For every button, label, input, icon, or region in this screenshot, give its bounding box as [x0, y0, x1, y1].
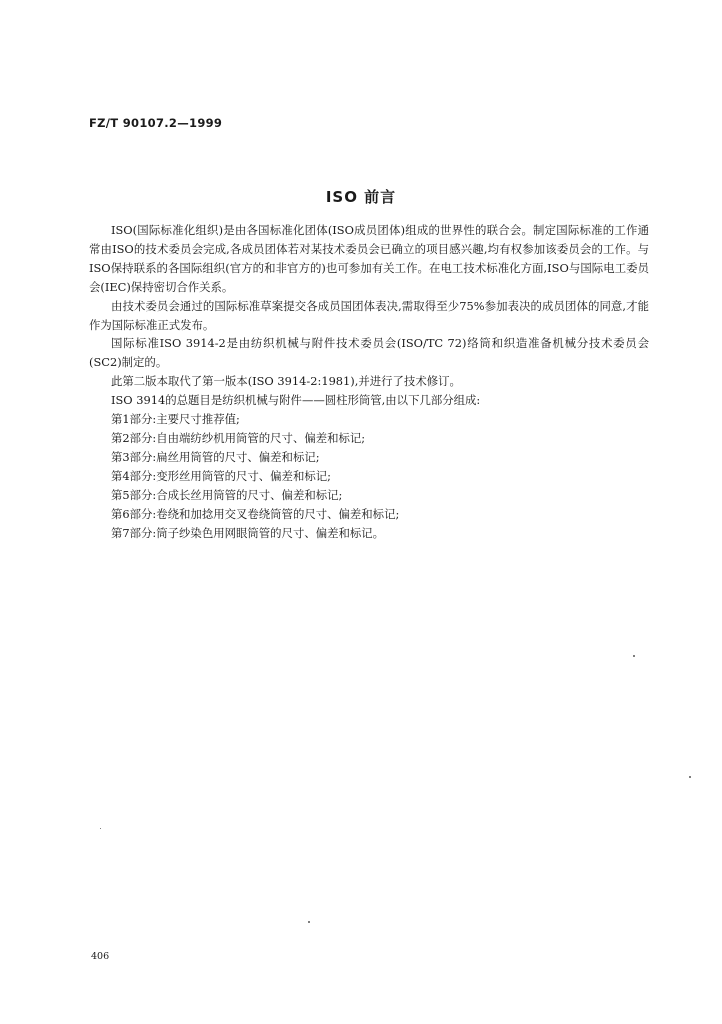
paragraph-iso-intro: ISO(国际标准化组织)是由各国标准化团体(ISO成员团体)组成的世界性的联合会。制定国际标准的工作通常由ISO的技术委员会完成,各成员团体若对某技术委员会已确立的项目感兴趣,均有权参加该委员会的工作。与ISO保持联系的各国际组织(官方的和非官方的)也可参加有关工作。在电工技术标准化方面,ISO与国际电工委员会(IEC)保持密切合作关系。 [89, 223, 649, 294]
scan-speck [100, 828, 101, 829]
standard-code: FZ/T 90107.2—1999 [89, 116, 223, 130]
scan-speck [633, 655, 635, 657]
page-title: ISO 前言 [325, 188, 397, 206]
list-item-part-7: 第7部分:筒子纱染色用网眼筒管的尺寸、偏差和标记。 [111, 525, 385, 540]
list-item-part-2: 第2部分:自由端纺纱机用筒管的尺寸、偏差和标记; [111, 430, 366, 445]
paragraph-voting: 由技术委员会通过的国际标准草案提交各成员国团体表决,需取得至少75%参加表决的成员团体的同意,才能作为国际标准正式发布。 [89, 298, 649, 332]
list-item-part-4: 第4部分:变形丝用筒管的尺寸、偏差和标记; [111, 468, 331, 483]
paragraph-committee: 国际标准ISO 3914-2是由纺织机械与附件技术委员会(ISO/TC 72)络筒和织造准备机械分技术委员会(SC2)制定的。 [89, 336, 649, 370]
list-item-part-1: 第1部分:主要尺寸推荐值; [111, 412, 240, 427]
scan-speck [308, 921, 310, 923]
paragraph-general-title: ISO 3914的总题目是纺织机械与附件——圆柱形筒管,由以下几部分组成: [111, 393, 481, 408]
page-number: 406 [91, 951, 110, 962]
paragraph-edition: 此第二版本取代了第一版本(ISO 3914-2:1981),并进行了技术修订。 [111, 374, 461, 389]
scan-speck [689, 776, 691, 778]
list-item-part-3: 第3部分:扁丝用筒管的尺寸、偏差和标记; [111, 449, 320, 464]
list-item-part-6: 第6部分:卷绕和加捻用交叉卷绕筒管的尺寸、偏差和标记; [111, 506, 400, 521]
foreword-body [89, 221, 649, 542]
list-item-part-5: 第5部分:合成长丝用筒管的尺寸、偏差和标记; [111, 487, 343, 502]
